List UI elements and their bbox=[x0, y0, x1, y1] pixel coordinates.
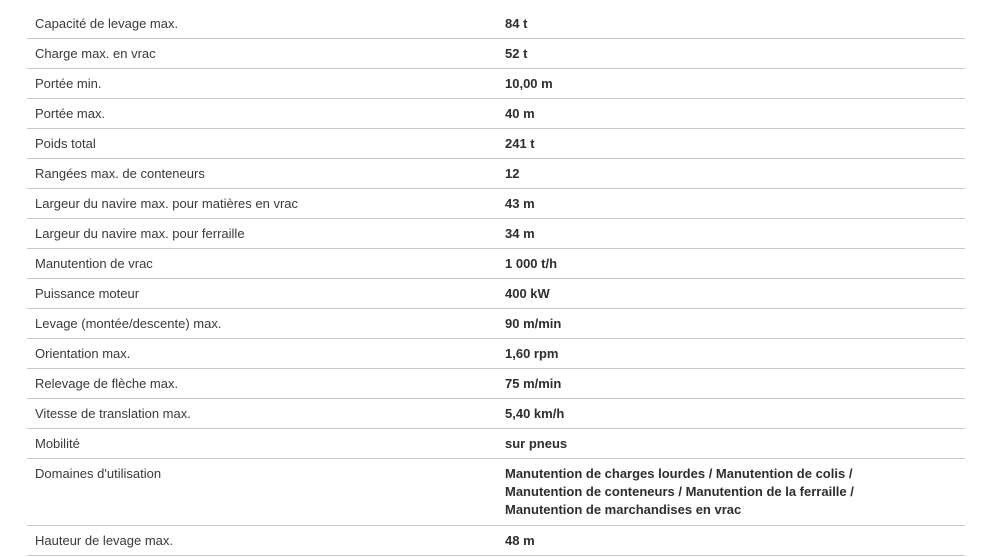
spec-value-line: Manutention de conteneurs / Manutention de la ferraille / bbox=[505, 484, 854, 499]
spec-row-capacite-levage bbox=[27, 9, 965, 39]
spec-label: Rangées max. de conteneurs bbox=[27, 159, 505, 189]
spec-label: Capacité de levage max. bbox=[27, 9, 505, 39]
spec-value: 43 m bbox=[505, 189, 965, 219]
spec-value-line: Manutention de marchandises en vrac bbox=[505, 502, 742, 517]
spec-label: Charge max. en vrac bbox=[27, 39, 505, 69]
spec-row-largeur-navire-ferraille bbox=[27, 219, 965, 249]
spec-value: 90 m/min bbox=[505, 309, 965, 339]
spec-label: Largeur du navire max. pour ferraille bbox=[27, 219, 505, 249]
spec-row-portee-min bbox=[27, 69, 965, 99]
spec-value: 84 t bbox=[505, 9, 965, 39]
spec-row-levage bbox=[27, 309, 965, 339]
spec-label: Portée min. bbox=[27, 69, 505, 99]
spec-value: 400 kW bbox=[505, 279, 965, 309]
spec-label: Portée max. bbox=[27, 99, 505, 129]
spec-row-mobilite bbox=[27, 429, 965, 459]
spec-label: Largeur du navire max. pour matières en vrac bbox=[27, 189, 505, 219]
spec-row-relevage-fleche bbox=[27, 369, 965, 399]
spec-value: 1 000 t/h bbox=[505, 249, 965, 279]
spec-row-manutention-vrac bbox=[27, 249, 965, 279]
spec-value: sur pneus bbox=[505, 429, 965, 459]
spec-row-domaines-utilisation bbox=[27, 459, 965, 526]
spec-row-puissance-moteur bbox=[27, 279, 965, 309]
spec-row-portee-max bbox=[27, 99, 965, 129]
spec-label: Poids total bbox=[27, 129, 505, 159]
spec-value bbox=[505, 459, 965, 526]
spec-row-poids-total bbox=[27, 129, 965, 159]
spec-label: Mobilité bbox=[27, 429, 505, 459]
spec-row-largeur-navire-vrac bbox=[27, 189, 965, 219]
spec-row-orientation bbox=[27, 339, 965, 369]
spec-value: 52 t bbox=[505, 39, 965, 69]
spec-label: Manutention de vrac bbox=[27, 249, 505, 279]
spec-label: Domaines d'utilisation bbox=[27, 459, 505, 526]
spec-value: 10,00 m bbox=[505, 69, 965, 99]
spec-row-rangees-conteneurs bbox=[27, 159, 965, 189]
spec-label: Vitesse de translation max. bbox=[27, 399, 505, 429]
spec-value: 34 m bbox=[505, 219, 965, 249]
spec-value: 241 t bbox=[505, 129, 965, 159]
specifications-table bbox=[27, 9, 965, 556]
spec-label: Orientation max. bbox=[27, 339, 505, 369]
spec-value: 1,60 rpm bbox=[505, 339, 965, 369]
spec-value: 5,40 km/h bbox=[505, 399, 965, 429]
spec-value: 48 m bbox=[505, 526, 965, 556]
spec-value: 75 m/min bbox=[505, 369, 965, 399]
spec-value: 40 m bbox=[505, 99, 965, 129]
spec-label: Relevage de flèche max. bbox=[27, 369, 505, 399]
spec-row-vitesse-translation bbox=[27, 399, 965, 429]
spec-value: 12 bbox=[505, 159, 965, 189]
spec-label: Puissance moteur bbox=[27, 279, 505, 309]
spec-row-charge-vrac bbox=[27, 39, 965, 69]
specifications-body bbox=[27, 9, 965, 556]
spec-label: Hauteur de levage max. bbox=[27, 526, 505, 556]
spec-row-hauteur-levage bbox=[27, 526, 965, 556]
spec-label: Levage (montée/descente) max. bbox=[27, 309, 505, 339]
spec-value-line: Manutention de charges lourdes / Manutention de colis / bbox=[505, 466, 853, 481]
